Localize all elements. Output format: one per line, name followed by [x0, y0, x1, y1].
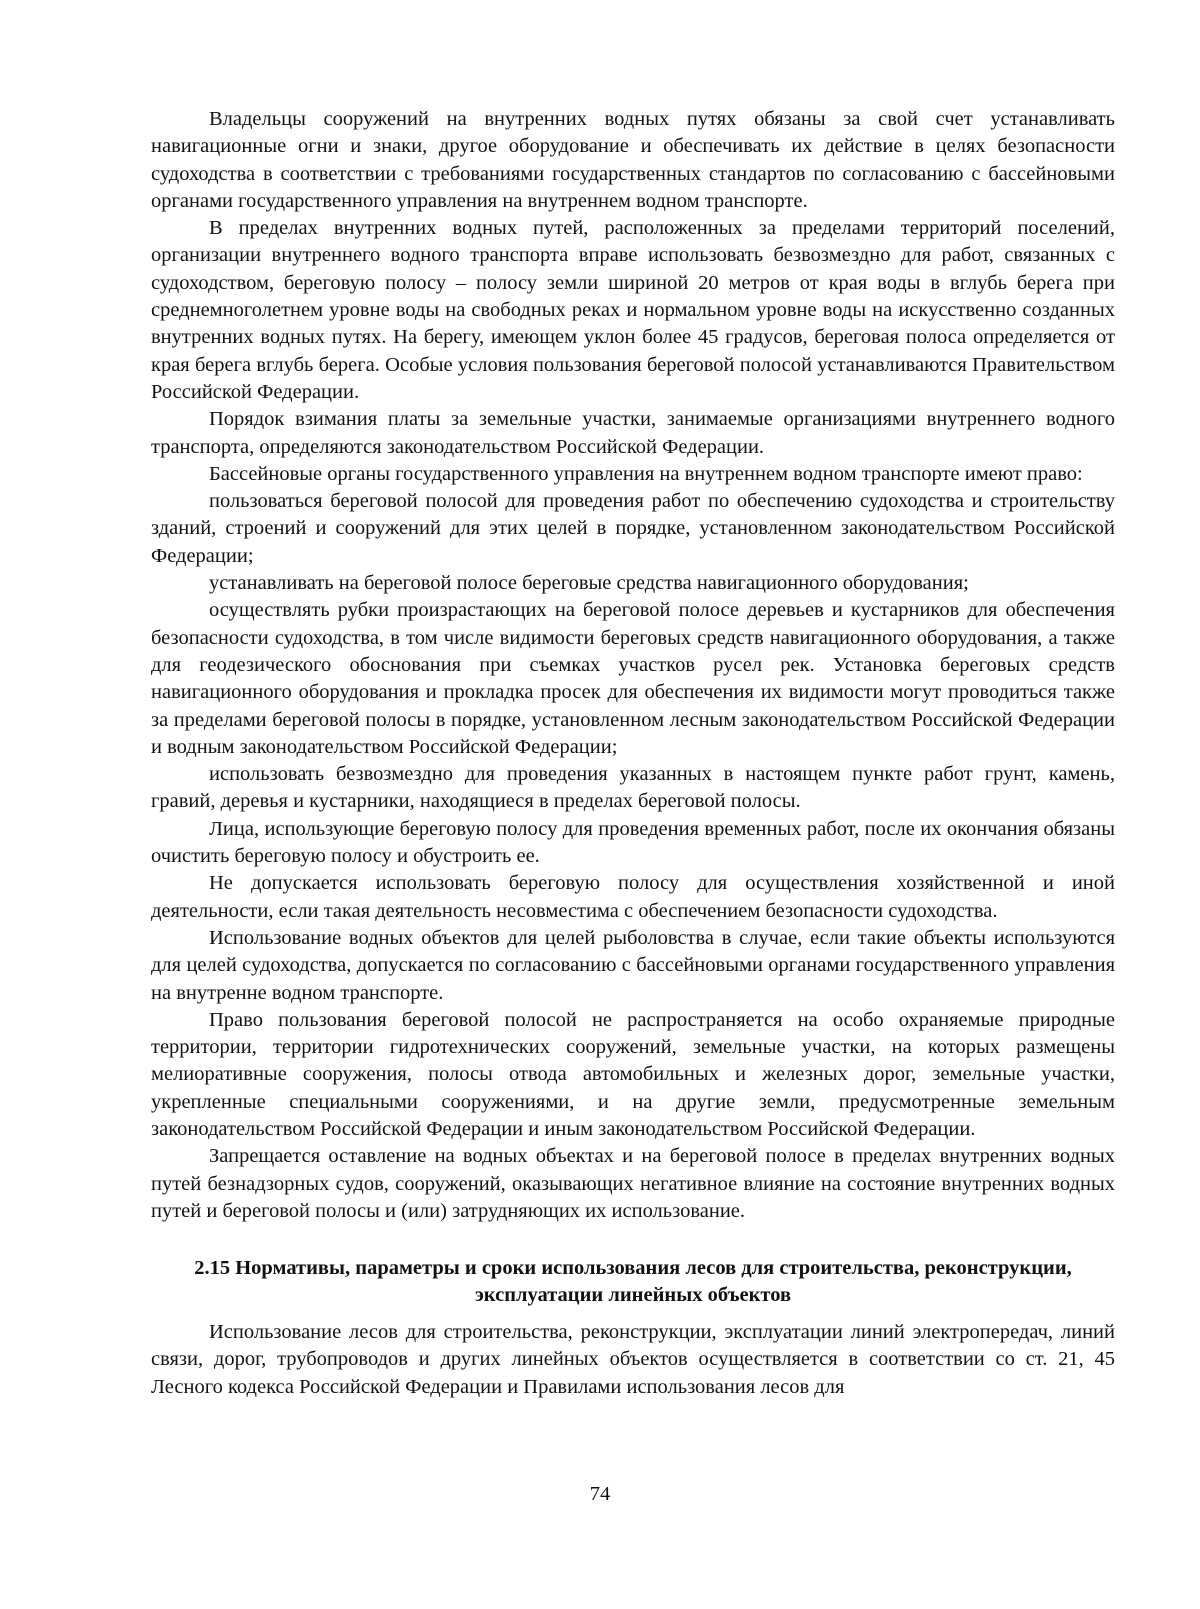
- paragraph-right-use-materials: использовать безвозмездно для проведения указанных в настоящем пункте работ грунт, камень, гравий, деревья и кустарники, находящиеся в пределах береговой полосы.: [151, 763, 1115, 813]
- page-number: 74: [589, 1483, 611, 1505]
- paragraph-shore-strip: В пределах внутренних водных путей, расположенных за пределами территорий поселений, организации внутреннего водного транспорта вправе использовать безвозмездно для работ, связанных с судоходством, береговую полосу – полосу земли шириной 20 метров от края воды в вглубь берега при среднемноголетнем уровне воды на свободных реках и нормальном уровне воды на искусственно созданных внутренних водных путях. На берегу, имеющем уклон более 45 градусов, береговая полоса определяется от края берега вглубь берега. Особые условия пользования береговой полосой устанавливаются Правительством Российской Федерации.: [151, 217, 1115, 403]
- paragraph-right-use-shore: пользоваться береговой полосой для проведения работ по обеспечению судоходства и строительству зданий, строений и сооружений для этих целей в порядке, установленном законодательством Российской Федерации;: [151, 490, 1115, 567]
- section-heading: 2.15 Нормативы, параметры и сроки использования лесов для строительства, реконструкции, эксплуатации линейных объектов: [194, 1257, 1072, 1307]
- document-page: [151, 106, 1115, 1401]
- paragraph-right-logging: осуществлять рубки произрастающих на береговой полосе деревьев и кустарников для обеспечения безопасности судоходства, в том числе видимости береговых средств навигационного оборудования, а также для геодезического обоснования при съемках участков русел рек. Установка береговых средств навигационного оборудования и прокладка просек для обеспечения их видимости могут проводиться также за пределами береговой полосы в порядке, установленном лесным законодательством Российской Федерации и водным законодательством Российской Федерации;: [151, 599, 1115, 758]
- paragraph-temporary-works: Лица, использующие береговую полосу для проведения временных работ, после их окончания обязаны очистить береговую полосу и обустроить ее.: [151, 817, 1115, 868]
- paragraph-prohibited-activity: Не допускается использовать береговую полосу для осуществления хозяйственной и иной деятельности, если такая деятельность несовместима с обеспечением безопасности судоходства.: [151, 872, 1115, 922]
- paragraph-owners-duties: Владельцы сооружений на внутренних водных путях обязаны за свой счет устанавливать навигационные огни и знаки, другое оборудование и обеспечивать их действие в целях безопасности судоходства в соответствии с требованиями государственных стандартов по согласованию с бассейновыми органами государственного управления на внутреннем водном транспорте.: [151, 108, 1115, 212]
- paragraph-abandoned-vessels: Запрещается оставление на водных объектах и на береговой полосе в пределах внутренних водных путей безнадзорных судов, сооружений, оказывающих негативное влияние на состояние внутренних водных путей и береговой полосы и (или) затрудняющих их использование.: [151, 1145, 1115, 1222]
- paragraph-land-fees: Порядок взимания платы за земельные участки, занимаемые организациями внутреннего водного транспорта, определяются законодательством Российской Федерации.: [151, 408, 1115, 458]
- paragraph-right-install-aids: устанавливать на береговой полосе береговые средства навигационного оборудования;: [209, 572, 969, 595]
- paragraph-linear-objects: Использование лесов для строительства, реконструкции, эксплуатации линий электропередач, линий связи, дорог, трубопроводов и других линейных объектов осуществляется в соответствии со ст. 21, 45 Лесного кодекса Российской Федерации и Правилами использования лесов для: [151, 1321, 1115, 1398]
- paragraph-basin-rights-intro: Бассейновые органы государственного управления на внутреннем водном транспорте имеют право:: [209, 462, 1083, 485]
- paragraph-exclusions: Право пользования береговой полосой не распространяется на особо охраняемые природные территории, территории гидротехнических сооружений, земельные участки, на которых размещены мелиоративные сооружения, полосы отвода автомобильных и железных дорог, земельные участки, укрепленные специальными сооружениями, и на другие земли, предусмотренные земельным законодательством Российской Федерации и иным законодательством Российской Федерации.: [151, 1008, 1115, 1140]
- paragraph-fishing: Использование водных объектов для целей рыболовства в случае, если такие объекты используются для целей судоходства, допускается по согласованию с бассейновыми органами государственного управления на внутренне водном транспорте.: [151, 926, 1115, 1004]
